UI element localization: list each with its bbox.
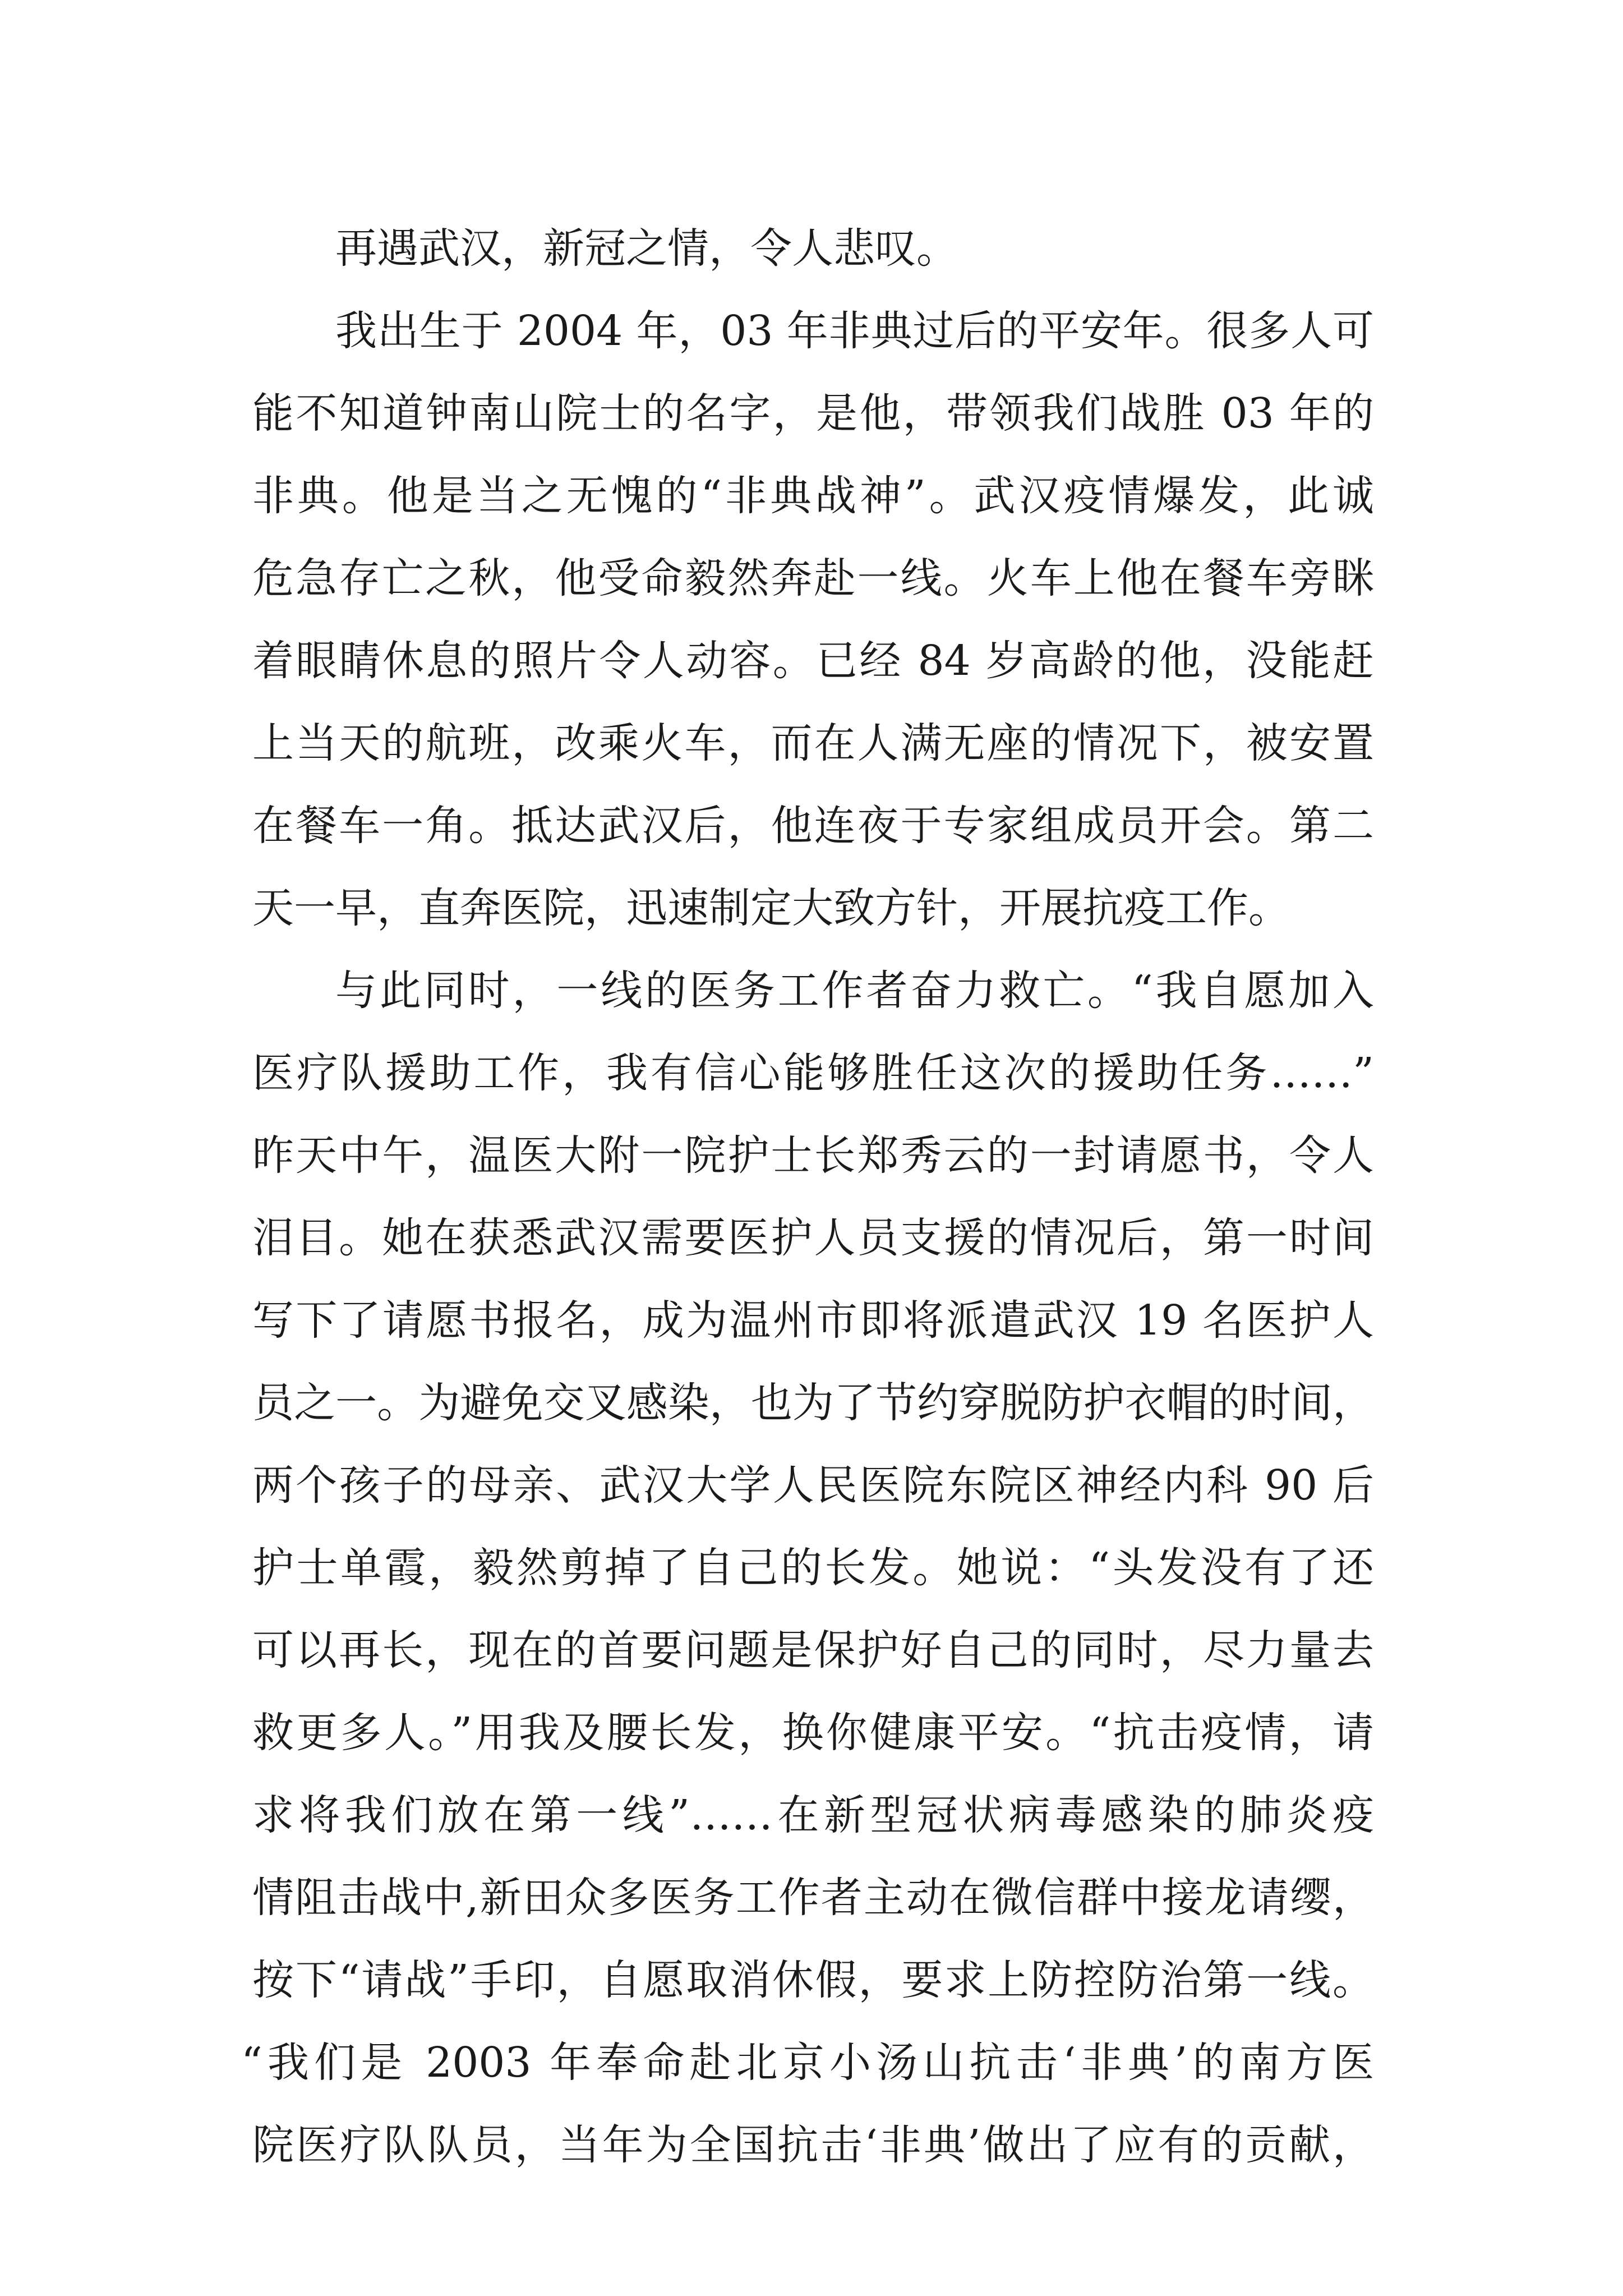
text-line: 昨天中午，温医大附一院护士长郑秀云的一封请愿书，令人 [252, 1131, 1374, 1180]
text-line: 求将我们放在第一线”……在新型冠状病毒感染的肺炎疫 [252, 1791, 1374, 1839]
text-line: 我出生于 2004 年，03 年非典过后的平安年。很多人可 [335, 307, 1374, 355]
paragraph-1 [252, 208, 1374, 290]
text-line: 护士单霞，毅然剪掉了自己的长发。她说：“头发没有了还 [252, 1544, 1374, 1592]
text-line: 救更多人。”用我及腰长发，换你健康平安。“抗击疫情，请 [252, 1709, 1374, 1757]
text-line: 在餐车一角。抵达武汉后，他连夜于专家组成员开会。第二 [252, 802, 1374, 850]
text-line: 着眼睛休息的照片令人动容。已经 84 岁高龄的他，没能赶 [252, 637, 1374, 685]
text-line: 医疗队援助工作，我有信心能够胜任这次的援助任务……” [252, 1049, 1374, 1097]
text-line: 与此同时，一线的医务工作者奋力救亡。“我自愿加入 [335, 967, 1374, 1015]
text-line: 上当天的航班，改乘火车，而在人满无座的情况下，被安置 [252, 719, 1374, 767]
text-line: 情阻击战中,新田众多医务工作者主动在微信群中接龙请缨， [252, 1874, 1374, 1922]
text-line: 天一早，直奔医院，迅速制定大致方针，开展抗疫工作。 [252, 884, 1290, 932]
text-line: 危急存亡之秋，他受命毅然奔赴一线。火车上他在餐车旁眯 [252, 554, 1374, 602]
document-body [241, 208, 1374, 2187]
text-line: 按下“请战”手印，自愿取消休假，要求上防控防治第一线。 [252, 1956, 1374, 2004]
text-line: 非典。他是当之无愧的“非典战神”。武汉疫情爆发，此诚 [252, 472, 1374, 520]
paragraph-3 [241, 950, 1374, 2187]
text-line: 两个孩子的母亲、武汉大学人民医院东院区神经内科 90 后 [252, 1461, 1374, 1510]
text-line: 再遇武汉，新冠之情，令人悲叹。 [335, 224, 958, 273]
text-line: 能不知道钟南山院士的名字，是他，带领我们战胜 03 年的 [252, 389, 1374, 438]
text-line: 泪目。她在获悉武汉需要医护人员支援的情况后，第一时间 [252, 1214, 1374, 1262]
text-line: 写下了请愿书报名，成为温州市即将派遣武汉 19 名医护人 [252, 1296, 1374, 1345]
paragraph-2 [252, 290, 1374, 950]
text-line: 可以再长，现在的首要问题是保护好自己的同时，尽力量去 [252, 1626, 1374, 1674]
text-line: 院医疗队队员，当年为全国抗击‘非典’做出了应有的贡献， [252, 2121, 1374, 2169]
text-line: 员之一。为避免交叉感染，也为了节约穿脱防护衣帽的时间， [252, 1379, 1374, 1427]
text-line: “我们是 2003 年奉命赴北京小汤山抗击‘非典’的南方医 [241, 2039, 1374, 2087]
